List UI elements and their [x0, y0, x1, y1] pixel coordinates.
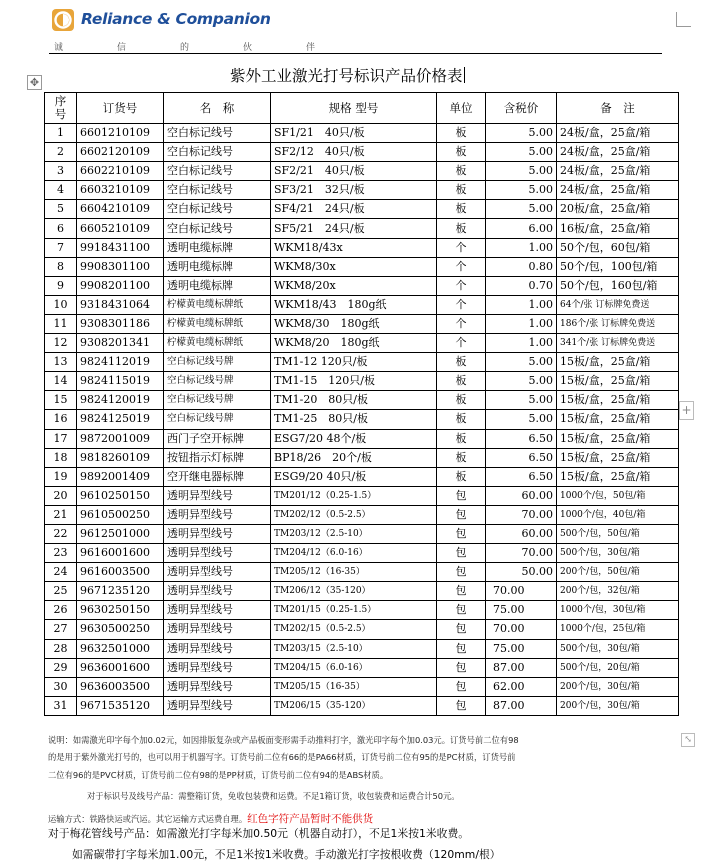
cell-order-no: 9824115019 — [77, 372, 164, 391]
note-line: 说明：如需激光印字每个加0.02元，如因排版复杂或产品板面变形需手动推料打字，激光印字每个加0.03元。订货号前二位有98 — [48, 735, 519, 745]
cell-unit: 板 — [437, 219, 486, 238]
cell-spec: WKM8/20 180g纸 — [271, 334, 437, 353]
cell-price: 1.00 — [486, 238, 557, 257]
col-header-name: 名 称 — [164, 93, 271, 124]
cell-remark: 20板/盒，25盒/箱 — [557, 200, 679, 219]
cell-spec: TM206/12（35-120） — [271, 582, 437, 601]
cell-order-no: 6604210109 — [77, 200, 164, 219]
cell-spec: WKM18/43 180g纸 — [271, 295, 437, 314]
header-divider — [49, 53, 662, 54]
table-row — [45, 372, 679, 391]
cell-spec: SF1/21 40只/板 — [271, 124, 437, 143]
cell-name: 透明异型线号 — [164, 563, 271, 582]
cell-unit: 包 — [437, 563, 486, 582]
cell-name: 空白标记线号牌 — [164, 391, 271, 410]
cell-seq: 31 — [45, 696, 77, 715]
cell-seq: 12 — [45, 334, 77, 353]
cell-seq: 9 — [45, 276, 77, 295]
cell-order-no: 9612501000 — [77, 524, 164, 543]
cell-remark: 200个/包，30包/箱 — [557, 696, 679, 715]
tagline-char: 伴 — [306, 43, 316, 53]
cell-remark: 50个/包，60包/箱 — [557, 238, 679, 257]
cell-unit: 个 — [437, 257, 486, 276]
cell-seq: 19 — [45, 467, 77, 486]
table-row — [45, 391, 679, 410]
cell-seq: 22 — [45, 524, 77, 543]
cell-spec: TM201/15（0.25-1.5） — [271, 601, 437, 620]
cell-order-no: 9318431064 — [77, 295, 164, 314]
cell-price: 62.00 — [486, 677, 557, 696]
note-line: 二位有96的是PVC材质，订货号前二位有98的是PP材质，订货号前二位有94的是ABS材质。 — [48, 770, 389, 780]
table-row — [45, 200, 679, 219]
cell-name: 空白标记线号牌 — [164, 353, 271, 372]
shipping-note: 运输方式：铁路快运或汽运。其它运输方式运费自理。 — [48, 814, 248, 824]
cell-order-no: 9918431100 — [77, 238, 164, 257]
cell-price: 5.00 — [486, 391, 557, 410]
cell-name: 透明电缆标牌 — [164, 276, 271, 295]
cell-spec: WKM8/20x — [271, 276, 437, 295]
cell-unit: 包 — [437, 658, 486, 677]
price-table — [44, 92, 679, 716]
cell-price: 87.00 — [486, 658, 557, 677]
cell-unit: 板 — [437, 372, 486, 391]
col-header-remark: 备 注 — [557, 93, 679, 124]
cell-remark: 24板/盒，25盒/箱 — [557, 162, 679, 181]
tagline — [54, 40, 369, 53]
cell-seq: 18 — [45, 448, 77, 467]
table-row — [45, 448, 679, 467]
cell-spec: TM205/15（16-35） — [271, 677, 437, 696]
cell-price: 0.80 — [486, 257, 557, 276]
cell-remark: 500个/包，30包/箱 — [557, 639, 679, 658]
cell-unit: 包 — [437, 601, 486, 620]
note-line: 的是用于紫外激光打号的，也可以用于机器写字。订货号前二位有66的是PA66材质，订货号前二位有95的是PC材质，订货号前 — [48, 752, 516, 762]
cell-order-no: 9632501000 — [77, 639, 164, 658]
cell-unit: 包 — [437, 544, 486, 563]
cell-order-no: 9892001409 — [77, 467, 164, 486]
cell-seq: 5 — [45, 200, 77, 219]
cell-seq: 21 — [45, 505, 77, 524]
table-row — [45, 334, 679, 353]
cell-price: 1.00 — [486, 295, 557, 314]
cell-price: 0.70 — [486, 276, 557, 295]
table-row — [45, 696, 679, 715]
cell-name: 柠檬黄电缆标牌纸 — [164, 295, 271, 314]
col-header-order-no: 订货号 — [77, 93, 164, 124]
table-row — [45, 582, 679, 601]
cell-order-no: 9824125019 — [77, 410, 164, 429]
cell-name: 透明异型线号 — [164, 601, 271, 620]
cell-name: 空白标记线号牌 — [164, 410, 271, 429]
cell-unit: 个 — [437, 238, 486, 257]
cell-seq: 11 — [45, 314, 77, 333]
cell-spec: TM206/15（35-120） — [271, 696, 437, 715]
cell-price: 50.00 — [486, 563, 557, 582]
cell-name: 透明异型线号 — [164, 639, 271, 658]
cell-remark: 500个/包，30包/箱 — [557, 544, 679, 563]
add-column-icon[interactable]: + — [679, 401, 694, 420]
cell-seq: 23 — [45, 544, 77, 563]
cell-price: 6.50 — [486, 467, 557, 486]
cell-order-no: 9671535120 — [77, 696, 164, 715]
cell-spec: SF5/21 24只/板 — [271, 219, 437, 238]
cell-remark: 1000个/包，30包/箱 — [557, 601, 679, 620]
table-row — [45, 620, 679, 639]
col-header-seq: 序号 — [45, 93, 77, 124]
cell-name: 空白标记线号 — [164, 181, 271, 200]
cell-unit: 板 — [437, 181, 486, 200]
table-row — [45, 219, 679, 238]
cell-price: 70.00 — [486, 544, 557, 563]
text-cursor — [464, 67, 465, 83]
cell-name: 透明异型线号 — [164, 696, 271, 715]
cell-spec: TM201/12（0.25-1.5） — [271, 486, 437, 505]
cell-price: 5.00 — [486, 353, 557, 372]
cell-name: 空白标记线号牌 — [164, 372, 271, 391]
cell-spec: TM1-25 80只/板 — [271, 410, 437, 429]
cell-remark: 64个/张 订标牌免费送 — [557, 295, 679, 314]
cell-price: 70.00 — [486, 505, 557, 524]
cell-seq: 24 — [45, 563, 77, 582]
cell-name: 透明异型线号 — [164, 620, 271, 639]
col-header-price: 含税价 — [486, 93, 557, 124]
cell-name: 空白标记线号 — [164, 143, 271, 162]
cell-remark: 16板/盒，25盒/箱 — [557, 219, 679, 238]
cell-spec: TM203/12（2.5-10） — [271, 524, 437, 543]
table-row — [45, 563, 679, 582]
cell-name: 空开继电器标牌 — [164, 467, 271, 486]
cell-seq: 29 — [45, 658, 77, 677]
cell-spec: WKM8/30 180g纸 — [271, 314, 437, 333]
supply-warning: 红色字符产品暂时不能供货 — [247, 813, 374, 825]
cell-order-no: 9636001600 — [77, 658, 164, 677]
cell-seq: 3 — [45, 162, 77, 181]
cell-order-no: 6601210109 — [77, 124, 164, 143]
cell-price: 75.00 — [486, 639, 557, 658]
cell-remark: 15板/盒，25盒/箱 — [557, 372, 679, 391]
cell-price: 6.00 — [486, 219, 557, 238]
cell-name: 按钮指示灯标牌 — [164, 448, 271, 467]
cell-price: 60.00 — [486, 524, 557, 543]
cell-name: 透明异型线号 — [164, 524, 271, 543]
cell-spec: TM202/15（0.5-2.5） — [271, 620, 437, 639]
letterhead — [0, 0, 715, 60]
table-resize-handle-icon[interactable]: ⤡ — [681, 733, 695, 747]
page-corner-mark — [676, 12, 691, 27]
cell-price: 5.00 — [486, 181, 557, 200]
cell-remark: 1000个/包，40包/箱 — [557, 505, 679, 524]
cell-price: 5.00 — [486, 143, 557, 162]
cell-price: 75.00 — [486, 601, 557, 620]
cell-seq: 4 — [45, 181, 77, 200]
cell-unit: 包 — [437, 505, 486, 524]
cell-seq: 28 — [45, 639, 77, 658]
cell-name: 西门子空开标牌 — [164, 429, 271, 448]
cell-name: 透明异型线号 — [164, 544, 271, 563]
company-logo-icon — [52, 9, 74, 31]
note-line: 如需碳带打字每米加1.00元，不足1米按1米收费。手动激光打字按根收费（120mm/根） — [72, 848, 501, 861]
cell-order-no: 9908201100 — [77, 276, 164, 295]
cell-spec: SF2/21 40只/板 — [271, 162, 437, 181]
cell-name: 空白标记线号 — [164, 200, 271, 219]
cell-remark: 341个/张 订标牌免费送 — [557, 334, 679, 353]
cell-seq: 7 — [45, 238, 77, 257]
cell-name: 空白标记线号 — [164, 124, 271, 143]
cell-unit: 包 — [437, 677, 486, 696]
cell-remark: 15板/盒，25盒/箱 — [557, 391, 679, 410]
cell-spec: WKM8/30x — [271, 257, 437, 276]
cell-spec: TM202/12（0.5-2.5） — [271, 505, 437, 524]
cell-order-no: 6602120109 — [77, 143, 164, 162]
cell-name: 空白标记线号 — [164, 219, 271, 238]
cell-unit: 包 — [437, 639, 486, 658]
cell-remark: 1000个/包，25包/箱 — [557, 620, 679, 639]
cell-name: 空白标记线号 — [164, 162, 271, 181]
cell-spec: ESG7/20 48个/板 — [271, 429, 437, 448]
cell-unit: 板 — [437, 124, 486, 143]
cell-price: 5.00 — [486, 124, 557, 143]
cell-order-no: 9872001009 — [77, 429, 164, 448]
cell-order-no: 9908301100 — [77, 257, 164, 276]
cell-remark: 15板/盒，25盒/箱 — [557, 448, 679, 467]
table-header-row — [45, 93, 679, 124]
cell-order-no: 9824120019 — [77, 391, 164, 410]
table-row — [45, 353, 679, 372]
cell-unit: 个 — [437, 276, 486, 295]
cell-order-no: 9636003500 — [77, 677, 164, 696]
title-text: 紫外工业激光打号标识产品价格表 — [230, 67, 463, 85]
cell-order-no: 9818260109 — [77, 448, 164, 467]
cell-seq: 8 — [45, 257, 77, 276]
cell-seq: 25 — [45, 582, 77, 601]
cell-seq: 2 — [45, 143, 77, 162]
cell-spec: TM1-20 80只/板 — [271, 391, 437, 410]
cell-remark: 24板/盒，25盒/箱 — [557, 143, 679, 162]
cell-spec: TM204/12（6.0-16） — [271, 544, 437, 563]
cell-order-no: 6605210109 — [77, 219, 164, 238]
cell-order-no: 9610500250 — [77, 505, 164, 524]
cell-order-no: 9610250150 — [77, 486, 164, 505]
cell-unit: 包 — [437, 524, 486, 543]
cell-order-no: 9308201341 — [77, 334, 164, 353]
cell-order-no: 9616003500 — [77, 563, 164, 582]
cell-seq: 13 — [45, 353, 77, 372]
cell-spec: TM205/12（16-35） — [271, 563, 437, 582]
cell-spec: BP18/26 20个/板 — [271, 448, 437, 467]
tagline-char: 信 — [117, 43, 127, 53]
table-row — [45, 677, 679, 696]
table-row — [45, 295, 679, 314]
table-row — [45, 276, 679, 295]
cell-unit: 包 — [437, 620, 486, 639]
cell-price: 70.00 — [486, 620, 557, 639]
cell-seq: 15 — [45, 391, 77, 410]
col-header-unit: 单位 — [437, 93, 486, 124]
cell-unit: 个 — [437, 314, 486, 333]
cell-remark: 1000个/包，50包/箱 — [557, 486, 679, 505]
table-row — [45, 143, 679, 162]
table-row — [45, 467, 679, 486]
cell-order-no: 9630250150 — [77, 601, 164, 620]
cell-unit: 包 — [437, 486, 486, 505]
cell-seq: 1 — [45, 124, 77, 143]
cell-name: 柠檬黄电缆标牌纸 — [164, 334, 271, 353]
cell-remark: 186个/张 订标牌免费送 — [557, 314, 679, 333]
cell-seq: 16 — [45, 410, 77, 429]
cell-unit: 个 — [437, 295, 486, 314]
cell-spec: TM203/15（2.5-10） — [271, 639, 437, 658]
cell-remark: 15板/盒，25盒/箱 — [557, 353, 679, 372]
cell-price: 5.00 — [486, 372, 557, 391]
cell-remark: 50个/包，160包/箱 — [557, 276, 679, 295]
table-row — [45, 257, 679, 276]
cell-price: 1.00 — [486, 334, 557, 353]
cell-spec: ESG9/20 40只/板 — [271, 467, 437, 486]
cell-order-no: 9616001600 — [77, 544, 164, 563]
cell-seq: 10 — [45, 295, 77, 314]
table-row — [45, 544, 679, 563]
cell-order-no: 9671235120 — [77, 582, 164, 601]
note-line — [48, 811, 373, 826]
cell-unit: 包 — [437, 696, 486, 715]
cell-remark: 24板/盒，25盒/箱 — [557, 181, 679, 200]
table-row — [45, 124, 679, 143]
cell-seq: 20 — [45, 486, 77, 505]
cell-name: 透明异型线号 — [164, 677, 271, 696]
cell-seq: 17 — [45, 429, 77, 448]
cell-unit: 包 — [437, 582, 486, 601]
cell-unit: 板 — [437, 353, 486, 372]
cell-unit: 板 — [437, 429, 486, 448]
cell-remark: 200个/包，30包/箱 — [557, 677, 679, 696]
cell-order-no: 9308301186 — [77, 314, 164, 333]
document-title[interactable] — [230, 64, 465, 86]
cell-remark: 24板/盒，25盒/箱 — [557, 124, 679, 143]
cell-unit: 板 — [437, 200, 486, 219]
tagline-char: 诚 — [54, 43, 64, 53]
cell-spec: TM1-12 120只/板 — [271, 353, 437, 372]
cell-unit: 个 — [437, 334, 486, 353]
cell-name: 透明异型线号 — [164, 505, 271, 524]
table-row — [45, 639, 679, 658]
cell-name: 透明电缆标牌 — [164, 257, 271, 276]
cell-unit: 板 — [437, 391, 486, 410]
table-row — [45, 524, 679, 543]
cell-name: 透明异型线号 — [164, 582, 271, 601]
table-row — [45, 505, 679, 524]
brand-name: Reliance & Companion — [81, 10, 271, 28]
cell-unit: 板 — [437, 448, 486, 467]
cell-price: 70.00 — [486, 582, 557, 601]
table-row — [45, 486, 679, 505]
cell-price: 1.00 — [486, 314, 557, 333]
cell-remark: 200个/包，50包/箱 — [557, 563, 679, 582]
cell-remark: 15板/盒，25盒/箱 — [557, 429, 679, 448]
cell-unit: 板 — [437, 467, 486, 486]
table-row — [45, 601, 679, 620]
cell-remark: 500个/包，50包/箱 — [557, 524, 679, 543]
cell-remark: 15板/盒，25盒/箱 — [557, 467, 679, 486]
cell-spec: SF2/12 40只/板 — [271, 143, 437, 162]
table-row — [45, 429, 679, 448]
tagline-char: 伙 — [243, 43, 253, 53]
cell-seq: 6 — [45, 219, 77, 238]
cell-price: 5.00 — [486, 162, 557, 181]
cell-spec: TM1-15 120只/板 — [271, 372, 437, 391]
cell-seq: 27 — [45, 620, 77, 639]
cell-order-no: 9630500250 — [77, 620, 164, 639]
cell-spec: TM204/15（6.0-16） — [271, 658, 437, 677]
cell-seq: 14 — [45, 372, 77, 391]
cell-spec: SF4/21 24只/板 — [271, 200, 437, 219]
cell-price: 6.50 — [486, 429, 557, 448]
table-row — [45, 238, 679, 257]
cell-name: 透明异型线号 — [164, 658, 271, 677]
cell-name: 透明电缆标牌 — [164, 238, 271, 257]
cell-spec: SF3/21 32只/板 — [271, 181, 437, 200]
cell-price: 6.50 — [486, 448, 557, 467]
cell-seq: 30 — [45, 677, 77, 696]
table-row — [45, 314, 679, 333]
cell-order-no: 6603210109 — [77, 181, 164, 200]
table-move-handle-icon[interactable]: ✥ — [27, 75, 42, 90]
col-header-spec: 规格 型号 — [271, 93, 437, 124]
table-row — [45, 410, 679, 429]
note-line: 对于梅花管线号产品：如需激光打字每米加0.50元（机器自动打），不足1米按1米收费。 — [48, 827, 470, 840]
cell-order-no: 6602210109 — [77, 162, 164, 181]
cell-order-no: 9824112019 — [77, 353, 164, 372]
table-row — [45, 181, 679, 200]
table-row — [45, 162, 679, 181]
cell-spec: WKM18/43x — [271, 238, 437, 257]
cell-price: 5.00 — [486, 200, 557, 219]
cell-price: 5.00 — [486, 410, 557, 429]
cell-remark: 15板/盒，25盒/箱 — [557, 410, 679, 429]
cell-name: 透明异型线号 — [164, 486, 271, 505]
cell-name: 柠檬黄电缆标牌纸 — [164, 314, 271, 333]
cell-remark: 500个/包，20包/箱 — [557, 658, 679, 677]
cell-remark: 50个/包，100包/箱 — [557, 257, 679, 276]
cell-unit: 板 — [437, 143, 486, 162]
cell-price: 60.00 — [486, 486, 557, 505]
cell-remark: 200个/包，32包/箱 — [557, 582, 679, 601]
tagline-char: 的 — [180, 43, 190, 53]
table-row — [45, 658, 679, 677]
note-line: 对于标识号及线号产品：需整箱订货，免收包装费和运费。不足1箱订货，收包装费和运费合计50元。 — [87, 791, 460, 801]
cell-unit: 板 — [437, 410, 486, 429]
cell-seq: 26 — [45, 601, 77, 620]
cell-price: 87.00 — [486, 696, 557, 715]
cell-unit: 板 — [437, 162, 486, 181]
